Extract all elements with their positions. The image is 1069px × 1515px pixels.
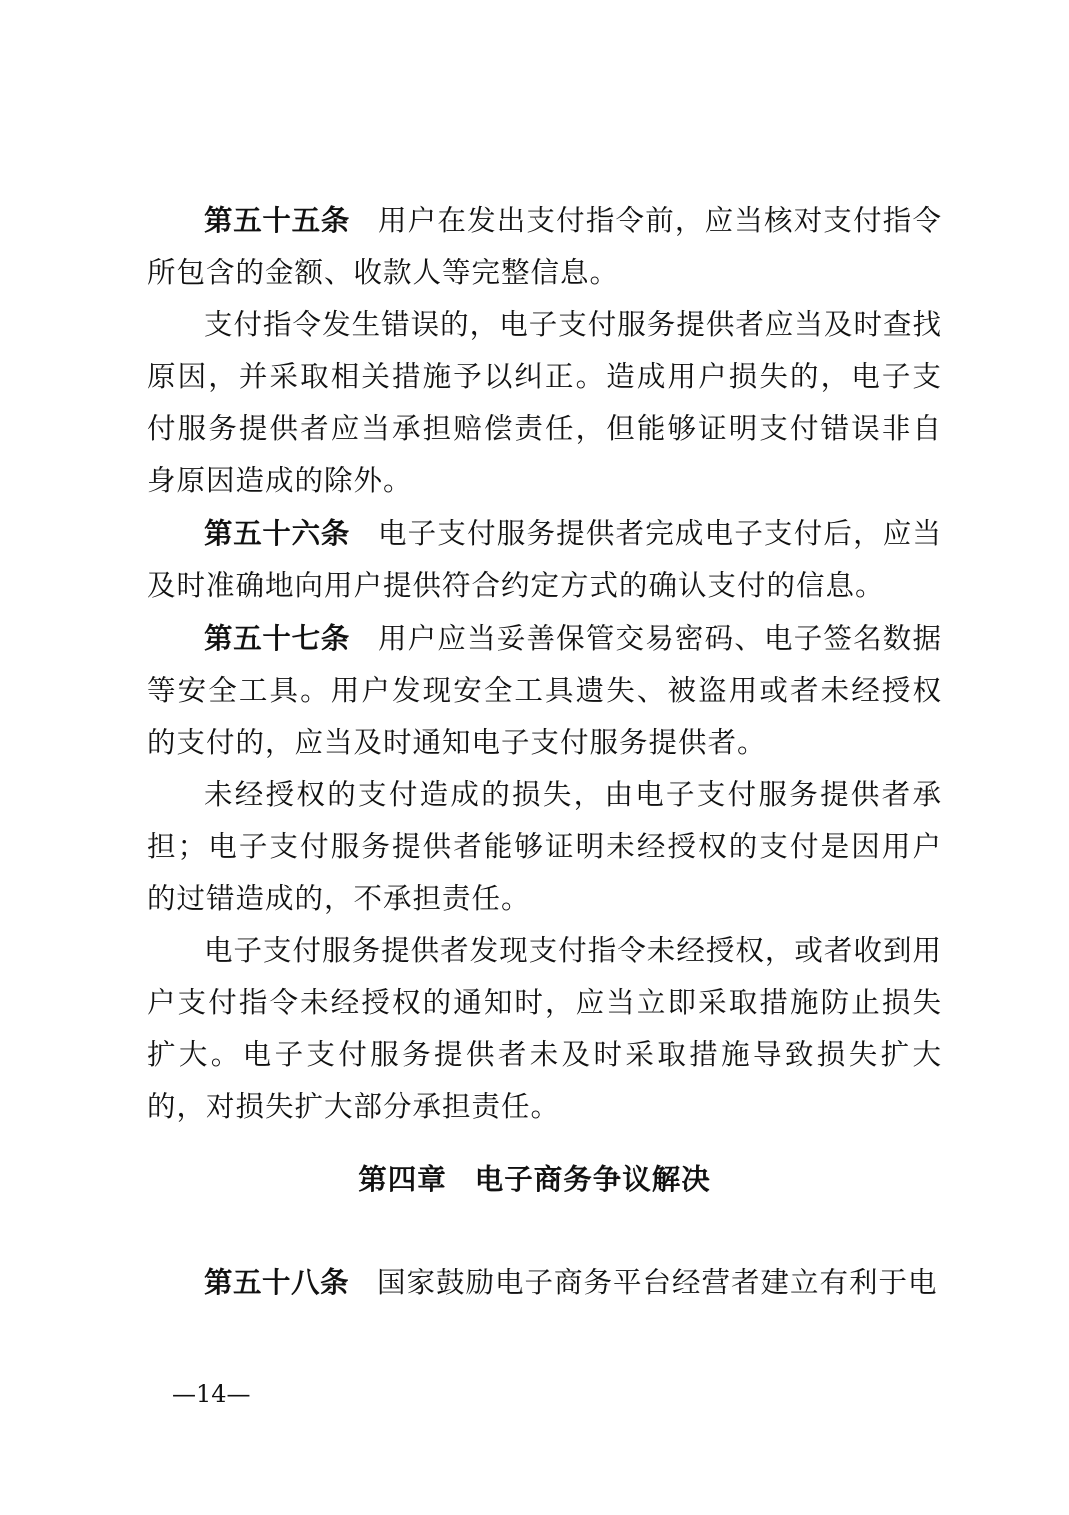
page-number: —14— [172, 1380, 251, 1408]
article-57-clause-2 [147, 769, 942, 925]
body-text [147, 194, 942, 1133]
article-56-paragraph [147, 507, 942, 612]
paragraph-text: 电子支付服务提供者发现支付指令未经授权，或者收到用户支付指令未经授权的通知时，应当立即采取措施防止损失扩大。电子支付服务提供者未及时采取措施导致损失扩大的，对损失扩大部分承担责任。 [147, 934, 942, 1123]
paragraph-text: 支付指令发生错误的，电子支付服务提供者应当及时查找原因，并采取相关措施予以纠正。造成用户损失的，电子支付服务提供者应当承担赔偿责任，但能够证明支付错误非自身原因造成的除外。 [147, 308, 942, 497]
paragraph-text: 用户应当妥善保管交易密码、电子签名数据等安全工具。用户发现安全工具遗失、被盗用或者未经授权的支付的，应当及时通知电子支付服务提供者。 [147, 622, 942, 759]
paragraph-text: 用户在发出支付指令前，应当核对支付指令所包含的金额、收款人等完整信息。 [147, 204, 942, 289]
article-58-paragraph [147, 1256, 942, 1309]
article-number: 第五十八条 [204, 1265, 350, 1299]
chapter-heading [0, 1155, 1069, 1203]
article-57-paragraph [147, 612, 942, 769]
article-55-clause-2 [147, 299, 942, 507]
chapter-title: 电子商务争议解决 [474, 1162, 711, 1196]
article-number: 第五十七条 [204, 621, 350, 655]
paragraph-text: 未经授权的支付造成的损失，由电子支付服务提供者承担；电子支付服务提供者能够证明未经授权的支付是因用户的过错造成的，不承担责任。 [147, 778, 942, 915]
article-number: 第五十五条 [204, 203, 350, 237]
chapter-number: 第四章 [358, 1162, 447, 1196]
article-57-clause-3 [147, 925, 942, 1133]
article-number: 第五十六条 [204, 516, 350, 550]
next-article-block [147, 1256, 942, 1309]
paragraph-text: 国家鼓励电子商务平台经营者建立有利于电 [377, 1266, 938, 1299]
paragraph-text: 电子支付服务提供者完成电子支付后，应当及时准确地向用户提供符合约定方式的确认支付的信息。 [147, 517, 942, 602]
article-55-paragraph [147, 194, 942, 299]
